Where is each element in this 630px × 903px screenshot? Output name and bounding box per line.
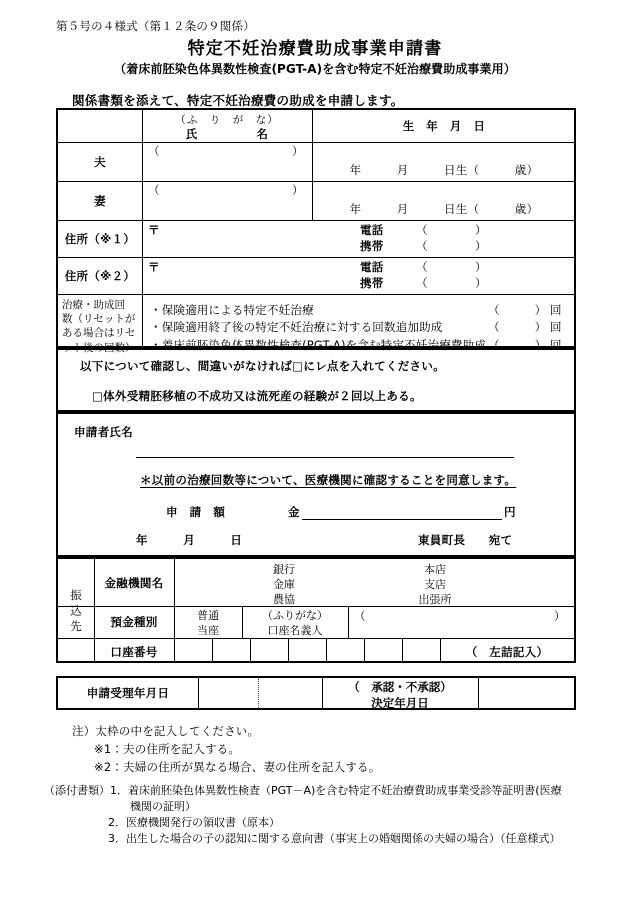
branch-type-head[interactable]: 本店: [424, 563, 446, 576]
row-label-address-2: 住所（※２）: [64, 268, 136, 283]
husband-name-open-paren: （: [148, 144, 160, 158]
treatment-count-units: [550, 302, 562, 354]
account-number-note: （ 左詰記入）: [465, 644, 549, 659]
deposit-type-current[interactable]: 当座: [197, 623, 219, 637]
mobile-label-2: 携帯: [360, 275, 384, 290]
form-number: 第５号の４様式（第１２条の９関係）: [56, 19, 255, 33]
official-use-block: [56, 676, 576, 710]
account-digit-cell[interactable]: [402, 638, 440, 665]
decision-approval-label: （ 承認・不承認）: [348, 680, 452, 694]
table-rule: [348, 606, 349, 638]
deposit-type-options[interactable]: [174, 609, 242, 639]
note-item: ※2：夫婦の住所が異なる場合、妻の住所を記入する。: [94, 760, 381, 774]
attachment-text: 出生した場合の子の認知に関する意向書（事実上の婚姻関係の夫婦の場合）（任意様式）: [126, 831, 561, 845]
account-holder-furigana-label: （ふりがな）: [262, 609, 328, 622]
account-digit-cell[interactable]: [288, 638, 326, 665]
treatment-count-unit: 回: [550, 320, 562, 335]
decision-label-group: [322, 680, 478, 711]
wife-name-open-paren: （: [148, 183, 160, 197]
column-header-furigana: （ふ り が な）: [175, 114, 279, 126]
column-header-name: 氏 名: [185, 126, 269, 141]
deposit-type-label: 預金種別: [110, 615, 158, 629]
account-digit-cell[interactable]: [250, 638, 288, 665]
amount-currency-suffix: 円: [504, 505, 516, 519]
amount-label: 申 請 額: [166, 505, 225, 519]
attachment-item: [44, 815, 562, 831]
account-digit-cell[interactable]: [212, 638, 250, 665]
account-holder-open-paren: （: [354, 609, 366, 623]
attachment-item: [44, 831, 562, 847]
table-rule: [58, 294, 574, 295]
attachment-number: 3．: [108, 831, 126, 845]
applicant-name-input[interactable]: [136, 456, 514, 458]
amount-currency-prefix: 金: [288, 505, 300, 519]
applicant-name-label: 申請者氏名: [74, 425, 133, 439]
postal-mark-icon-2: 〒: [148, 260, 160, 274]
amount-input[interactable]: [302, 518, 502, 520]
account-digit-cell[interactable]: [326, 638, 364, 665]
attachment-text: 着床前胚染色体異数性検査（PGT－A)を含む特定不妊治療費助成事業受診等証明書(医療: [128, 784, 562, 797]
row-label-husband: 夫: [94, 154, 106, 169]
attachments-section: [44, 783, 562, 847]
husband-birthdate-field[interactable]: 年 月 日生（ 歳）: [349, 163, 539, 177]
confirmation-block: [56, 348, 576, 412]
note-main: 注）太枠の中を記入してください。: [72, 724, 260, 738]
wife-name-close-paren: ）: [292, 183, 304, 197]
attachment-text: 医療機関発行の領収書（原本）: [126, 815, 280, 829]
institution-type-bank[interactable]: 銀行: [273, 563, 295, 576]
treatment-count-value[interactable]: （ ）: [488, 303, 547, 317]
treatment-count-values: [488, 302, 547, 354]
received-date-label: 申請受理年月日: [86, 686, 170, 700]
account-digit-cell[interactable]: [364, 638, 402, 665]
column-header-birthdate: 生 年 月 日: [402, 119, 486, 133]
phone-field-2[interactable]: （ ）: [416, 259, 487, 274]
row-label-treatment-count: 治療・助成回 数（リセットが ある場合はリセ ット後の回数）: [62, 299, 136, 354]
applicant-declaration-block: [56, 412, 576, 557]
treatment-count-unit: 回: [550, 303, 562, 317]
bank-transfer-block: [56, 557, 576, 663]
deposit-type-ordinary[interactable]: 普通: [197, 609, 219, 622]
mobile-label-1: 携帯: [360, 238, 384, 253]
institution-name-label: 金融機関名: [104, 575, 164, 590]
checkbox-icon[interactable]: □: [92, 389, 104, 403]
attachment-number: 2．: [108, 815, 126, 829]
treatment-count-item: ・保険適用による特定不妊治療: [150, 303, 314, 317]
phone-label-1: 電話: [360, 222, 384, 237]
treatment-count-value[interactable]: （ ）: [488, 320, 547, 335]
applicant-table: [56, 108, 576, 354]
attachment-item: [44, 783, 562, 799]
note-item: ※1：夫の住所を記入する。: [94, 742, 241, 756]
account-holder-label-group: [242, 609, 348, 639]
page-title: 特定不妊治療費助成事業申請書: [187, 39, 443, 59]
notes-section: [72, 723, 380, 777]
mobile-field-2[interactable]: （ ）: [416, 275, 487, 290]
attachments-heading: （添付書類）: [44, 784, 110, 797]
application-date-field[interactable]: 年 月 日: [136, 533, 243, 547]
institution-type-nokyo[interactable]: 農協: [273, 592, 295, 606]
institution-type-kinko[interactable]: 金庫: [273, 577, 295, 591]
addressee: 東員町長 宛て: [418, 533, 513, 547]
phone-field-1[interactable]: （ ）: [416, 222, 487, 237]
treatment-count-item: ・保険適用終了後の特定不妊治療に対する回数追加助成: [150, 320, 443, 335]
row-label-wife: 妻: [94, 193, 106, 208]
husband-name-close-paren: ）: [292, 144, 304, 158]
account-holder-close-paren: ）: [554, 609, 566, 623]
branch-type-options[interactable]: [408, 563, 462, 608]
mobile-field-1[interactable]: （ ）: [416, 238, 487, 253]
account-digit-cell[interactable]: [174, 638, 212, 665]
row-label-address-1: 住所（※１）: [64, 231, 136, 246]
bank-section-label: 振込先: [69, 588, 83, 636]
attachment-continuation: 機関の証明）: [130, 799, 196, 813]
consent-statement: ＊以前の治療回数等について、医療機関に確認することを同意します。: [140, 473, 517, 487]
attachment-number: 1．: [110, 784, 128, 797]
branch-type-branch[interactable]: 支店: [424, 577, 446, 591]
treatment-count-value[interactable]: （ ）: [488, 337, 547, 352]
institution-type-options[interactable]: [264, 563, 304, 608]
confirmation-instruction: 以下について確認し、間違いがなければ□にレ点を入れてください。: [80, 359, 445, 373]
account-number-label: 口座番号: [110, 644, 158, 659]
treatment-count-unit: 回: [550, 337, 562, 352]
treatment-count-item: ・着床前胚染色体異数性検査(PGT-A)を含む特定不妊治療費助成: [150, 337, 487, 352]
phone-label-2: 電話: [360, 259, 384, 274]
table-rule: [142, 294, 143, 346]
treatment-count-items: [150, 302, 486, 354]
decision-date-label: 決定年月日: [371, 695, 429, 710]
account-holder-label: 口座名義人: [267, 623, 323, 637]
confirmation-checkbox-row[interactable]: [92, 388, 422, 404]
page-subtitle: （着床前胚染色体異数性検査(PGT-A)を含む特定不妊治療費助成事業用）: [114, 62, 516, 76]
wife-birthdate-field[interactable]: 年 月 日生（ 歳）: [349, 202, 539, 216]
lead-sentence: 関係書類を添えて、特定不妊治療費の助成を申請します。: [72, 93, 404, 108]
checkbox-label: 体外受精胚移植の不成功又は流死産の経験が２回以上ある。: [103, 389, 422, 403]
received-date-value[interactable]: [198, 678, 322, 708]
branch-type-office[interactable]: 出張所: [418, 592, 452, 606]
decision-date-value[interactable]: [478, 678, 574, 708]
postal-mark-icon-1: 〒: [148, 223, 160, 237]
